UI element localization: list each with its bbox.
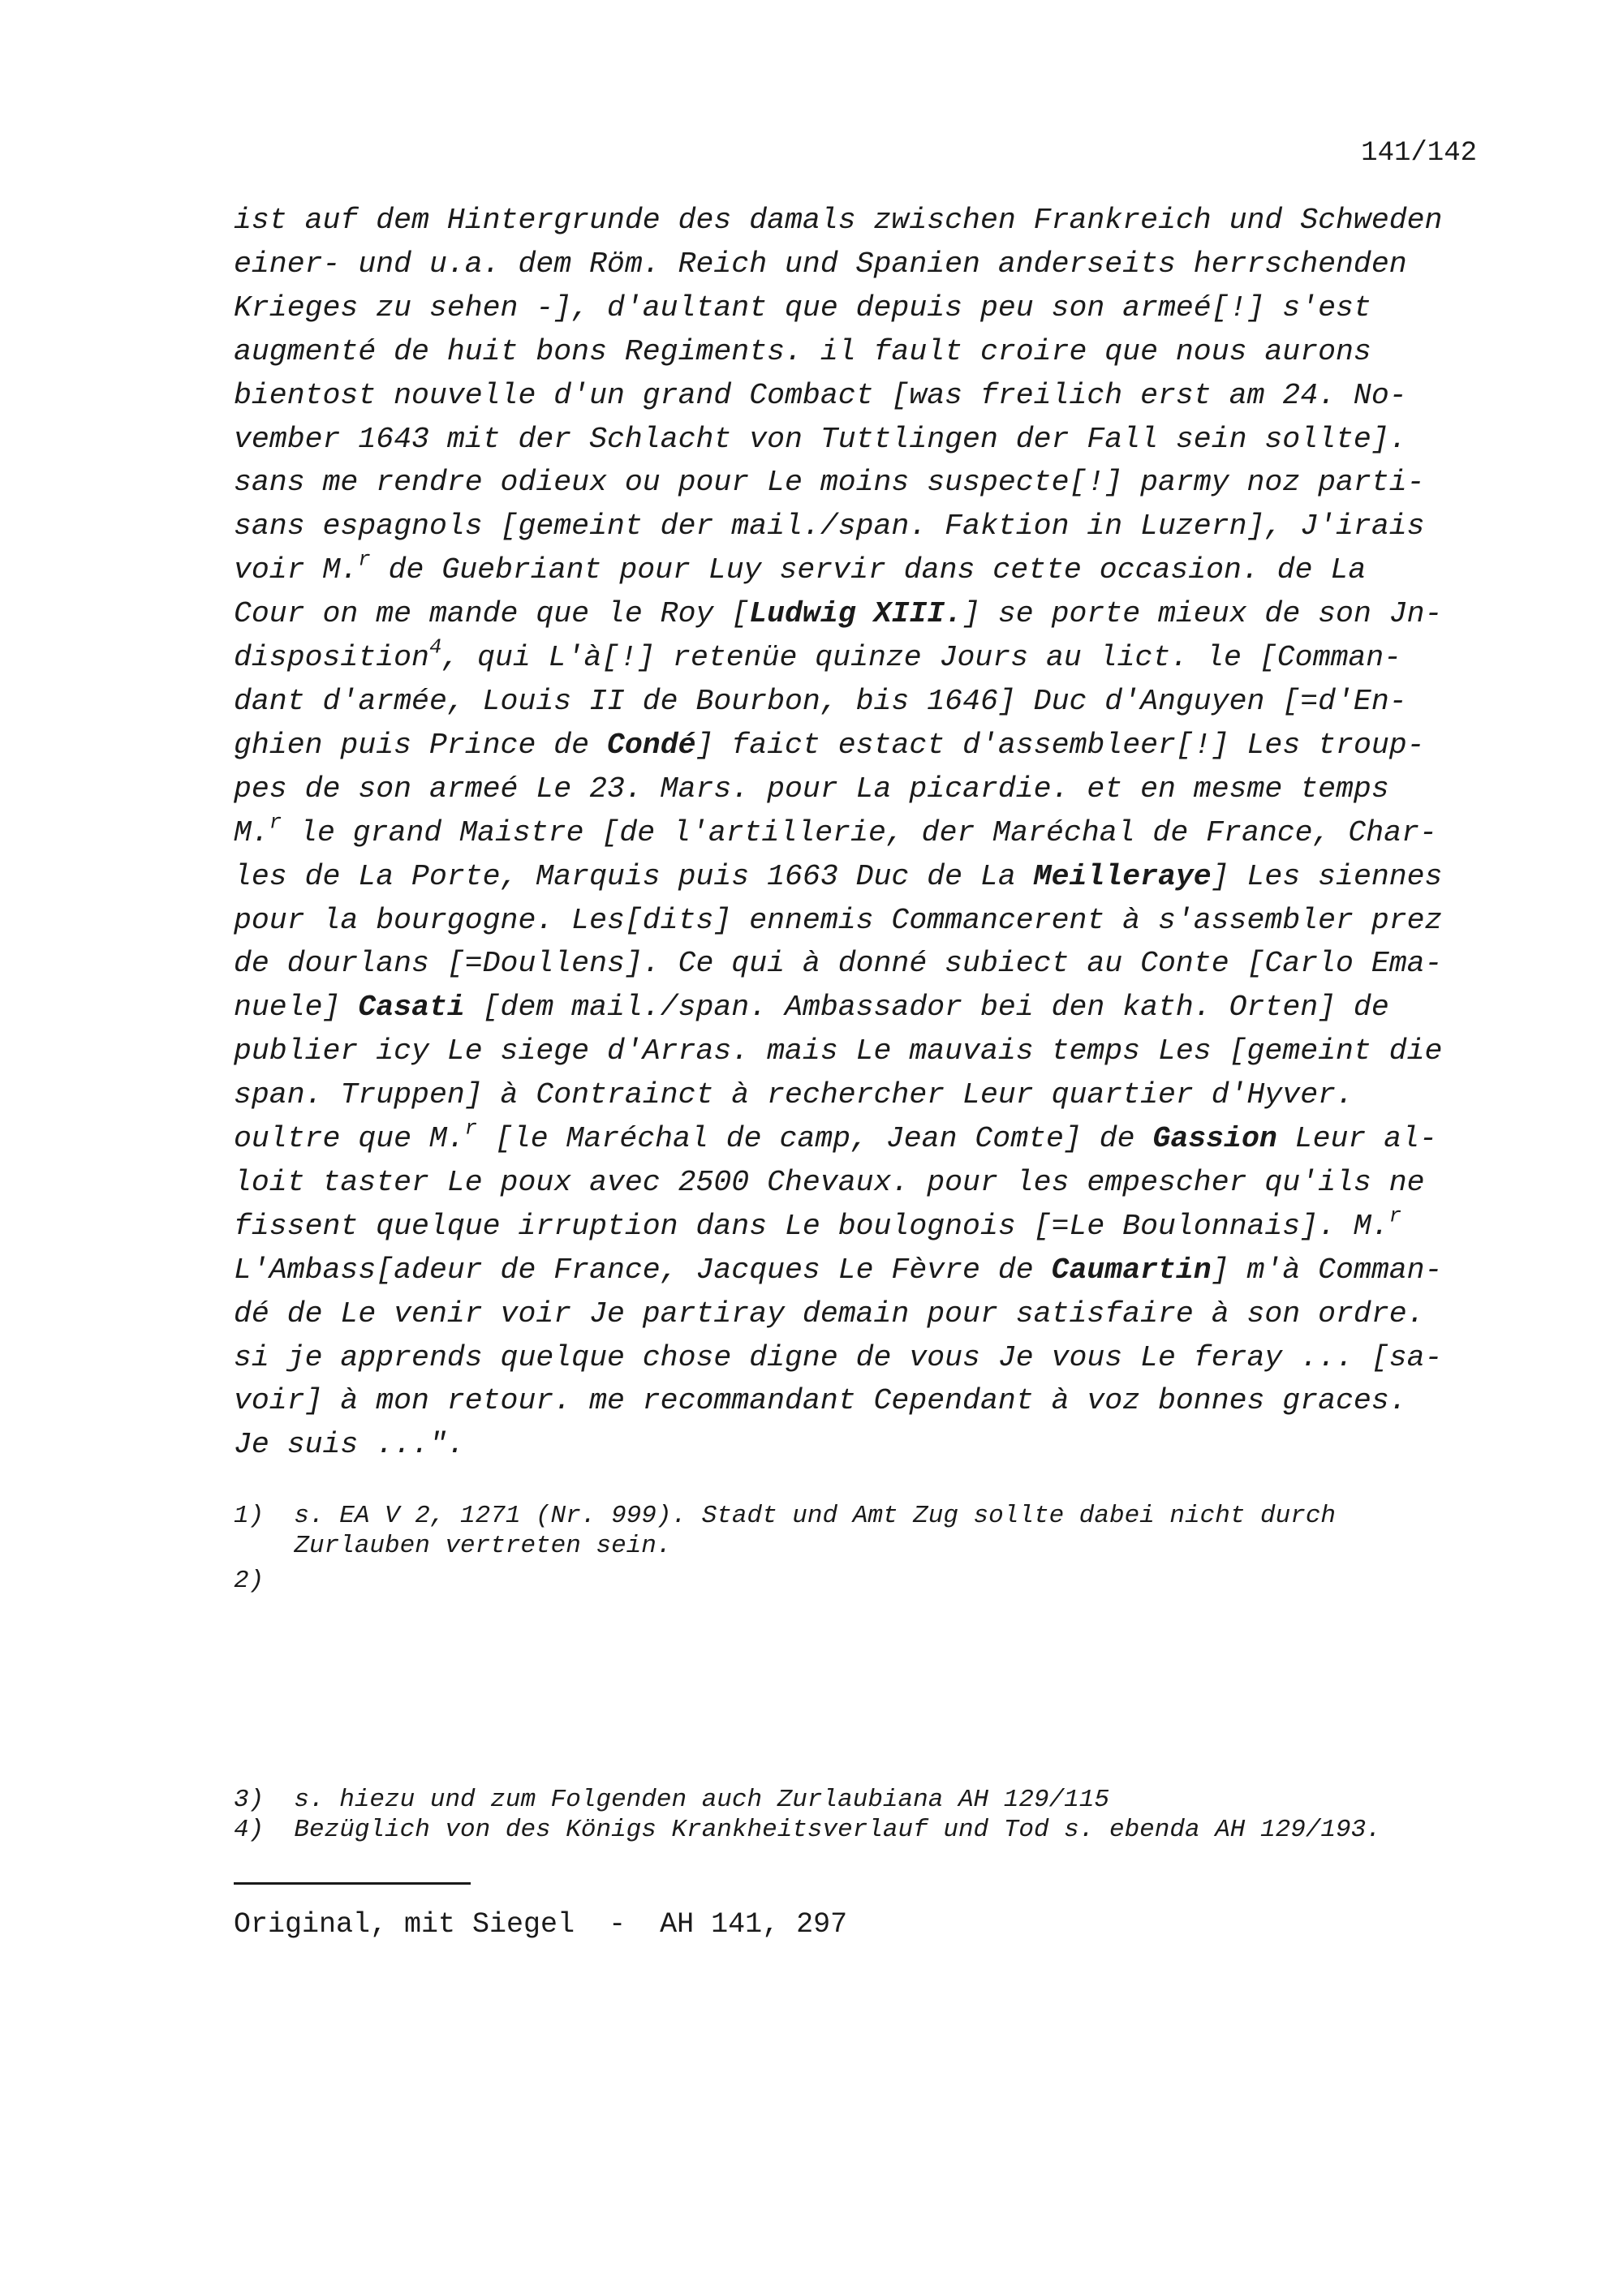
text-line: pour la bourgogne. Les[dits] ennemis Commancerent à s'assembler prez: [234, 903, 1443, 937]
text-line: nuele] Casati [dem mail./span. Ambassador bei den kath. Orten] de: [234, 991, 1389, 1025]
bold-name: Meilleraye: [1033, 859, 1212, 893]
text-line: ist auf dem Hintergrunde des damals zwischen Frankreich und Schweden: [234, 204, 1443, 237]
text-line: oultre que M.$^r$ [le Maréchal de camp, Jean Comte] de Gassion Leur al-: [234, 1116, 1437, 1156]
text-line: M.$^r$ le grand Maistre [de l'artillerie, der Maréchal de France, Char-: [234, 810, 1437, 849]
bold-name: Ludwig XIII.: [749, 597, 963, 631]
footnote-4: 4) Bezüglich von des Königs Krankheitsverlauf und Tod s. ebenda AH 129/193.: [234, 1816, 1381, 1844]
text-line: si je apprends quelque chose digne de vous Je vous Le feray ... [sa-: [234, 1340, 1443, 1374]
text-line: Cour on me mande que le Roy [Ludwig XIII.] se porte mieux de son Jn-: [234, 597, 1443, 631]
text-line: einer- und u.a. dem Röm. Reich und Spanien anderseits herrschenden: [234, 247, 1407, 281]
text-line: dant d'armée, Louis II de Bourbon, bis 1646] Duc d'Anguyen [=d'En-: [234, 684, 1407, 718]
text-line: publier icy Le siege d'Arras. mais Le mauvais temps Les [gemeint die: [234, 1034, 1443, 1068]
text-line: sans me rendre odieux ou pour Le moins suspecte[!] parmy noz parti-: [234, 466, 1425, 500]
text-line: Krieges zu sehen -], d'aultant que depuis peu son armeé[!] s'est: [234, 290, 1371, 325]
superscript: r: [269, 810, 282, 835]
footnote-ref: 4: [428, 635, 442, 660]
text-line: ghien puis Prince de Condé] faict estact d'assembleer[!] Les troup-: [234, 728, 1425, 762]
bold-name: Casati: [358, 991, 465, 1025]
text-line: augmenté de huit bons Regiments. il fault croire que nous aurons: [234, 334, 1371, 368]
text-line: dé de Le venir voir Je partiray demain pour satisfaire à son ordre.: [234, 1296, 1425, 1331]
footnote-1: [234, 1501, 1336, 1561]
bold-name: Condé: [606, 728, 696, 762]
footnote-3: 3) s. hiezu und zum Folgenden auch Zurlaubiana AH 129/115: [234, 1786, 1109, 1814]
footnote-text: 1) s. EA V 2, 1271 (Nr. 999). Stadt und Amt Zug sollte dabei nicht durch: [234, 1502, 1337, 1530]
page-number: 141/142: [1361, 138, 1477, 169]
footnote-2: 2): [234, 1567, 265, 1595]
text-line: les de La Porte, Marquis puis 1663 Duc de La Meilleraye] Les siennes: [234, 859, 1443, 893]
text-line: voir M.$^r$ de Guebriant pour Luy servir dans cette occasion. de La: [234, 548, 1367, 587]
bold-name: Gassion: [1152, 1122, 1277, 1156]
text-line: fissent quelque irruption dans Le boulognois [=Le Boulonnais]. M.$^r$: [234, 1204, 1402, 1243]
text-line: disposition$^4$, qui L'à[!] retenüe quinze Jours au lict. le [Comman-: [234, 635, 1402, 675]
superscript: r: [358, 548, 371, 572]
text-line: pes de son armeé Le 23. Mars. pour La picardie. et en mesme temps: [234, 772, 1389, 806]
text-line: bientost nouvelle d'un grand Combact [was freilich erst am 24. No-: [234, 378, 1407, 412]
text-line: voir] à mon retour. me recommandant Cependant à voz bonnes graces.: [234, 1384, 1407, 1418]
text-line: sans espagnols [gemeint der mail./span. Faktion in Luzern], J'irais: [234, 510, 1425, 544]
bold-name: Caumartin: [1051, 1253, 1212, 1287]
text-line: loit taster Le poux avec 2500 Chevaux. pour les empescher qu'ils ne: [234, 1165, 1425, 1199]
superscript: r: [1388, 1204, 1402, 1228]
text-line: vember 1643 mit der Schlacht von Tuttlingen der Fall sein sollte].: [234, 422, 1407, 456]
text-line: span. Truppen] à Contrainct à rechercher Leur quartier d'Hyver.: [234, 1078, 1354, 1112]
footnote-divider: [234, 1882, 471, 1885]
footnote-text: Zurlauben vertreten sein.: [234, 1532, 672, 1560]
source-line: Original, mit Siegel - AH 141, 297: [234, 1908, 848, 1941]
text-line: Je suis ...".: [234, 1428, 465, 1462]
body-text: [234, 199, 1475, 1467]
superscript: r: [464, 1116, 478, 1141]
text-line: de dourlans [=Doullens]. Ce qui à donné subiect au Conte [Carlo Ema-: [234, 947, 1443, 981]
text-line: L'Ambass[adeur de France, Jacques Le Fèvre de Caumartin] m'à Comman-: [234, 1253, 1443, 1287]
